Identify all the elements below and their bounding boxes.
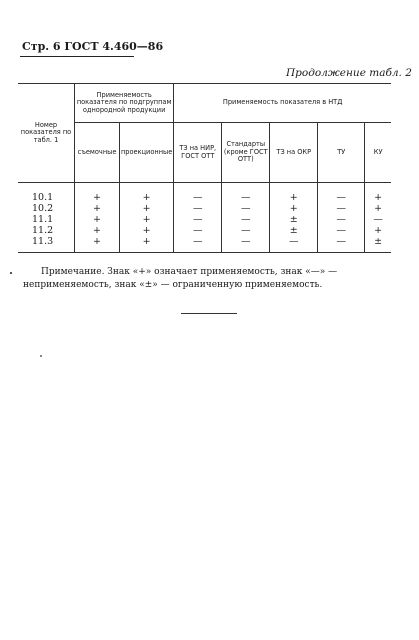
ku-column bbox=[365, 183, 391, 253]
col-removable-header: съемочные bbox=[75, 123, 120, 183]
cell-value: + bbox=[93, 203, 101, 214]
cell-value: — bbox=[193, 225, 203, 236]
row-number: 10.2 bbox=[32, 203, 54, 214]
cell-value: + bbox=[142, 192, 151, 203]
cell-value: + bbox=[374, 203, 383, 214]
page-header: Стр. 6 ГОСТ 4.460—86 bbox=[22, 40, 164, 53]
cell-value: + bbox=[93, 225, 101, 236]
cell-value: + bbox=[289, 203, 298, 214]
tz-okr-column bbox=[270, 183, 318, 253]
removable-column bbox=[75, 183, 120, 253]
ntd-applicability-header: Применяемость показателя в НТД bbox=[174, 84, 391, 123]
cell-value: + bbox=[142, 203, 151, 214]
tz-nir-column bbox=[174, 183, 222, 253]
cell-value: + bbox=[93, 192, 101, 203]
col-projection-header: проекционные bbox=[120, 123, 174, 183]
applicability-table bbox=[18, 83, 391, 253]
number-column bbox=[18, 183, 75, 253]
cell-value: + bbox=[93, 236, 101, 247]
col-tu-header: ТУ bbox=[318, 123, 365, 183]
row-number: 11.1 bbox=[32, 214, 54, 225]
section-separator bbox=[181, 313, 237, 314]
cell-value: + bbox=[93, 214, 101, 225]
cell-value: — bbox=[241, 192, 251, 203]
group-applicability-header: Применяемость показателя по подгруппам однородной продукции bbox=[75, 84, 174, 123]
cell-value: — bbox=[289, 236, 299, 247]
col-tz-nir-header: ТЗ на НИР, ГОСТ ОТТ bbox=[174, 123, 222, 183]
cell-value: — bbox=[336, 225, 347, 236]
scan-speck bbox=[10, 272, 12, 274]
cell-value: — bbox=[241, 225, 251, 236]
cell-value: — bbox=[336, 214, 347, 225]
cell-value: + bbox=[142, 214, 151, 225]
cell-value: + bbox=[374, 225, 383, 236]
cell-value: — bbox=[193, 203, 203, 214]
table-row bbox=[18, 183, 391, 253]
standards-column bbox=[222, 183, 270, 253]
cell-value: ± bbox=[289, 214, 298, 225]
cell-value: + bbox=[289, 192, 298, 203]
cell-value: — bbox=[336, 203, 347, 214]
cell-value: — bbox=[241, 236, 251, 247]
scan-speck bbox=[40, 355, 42, 357]
projection-column bbox=[120, 183, 174, 253]
cell-value: + bbox=[142, 225, 151, 236]
cell-value: — bbox=[373, 214, 383, 225]
cell-value: — bbox=[336, 192, 347, 203]
col-standards-header: Стандарты (кроме ГОСТ ОТТ) bbox=[222, 123, 270, 183]
cell-value: + bbox=[374, 192, 383, 203]
cell-value: — bbox=[193, 214, 203, 225]
cell-value: ± bbox=[289, 225, 298, 236]
row-number: 11.3 bbox=[32, 236, 54, 247]
cell-value: — bbox=[193, 192, 203, 203]
cell-value: — bbox=[241, 203, 251, 214]
cell-value: ± bbox=[374, 236, 383, 247]
cell-value: — bbox=[336, 236, 347, 247]
header-rule bbox=[20, 56, 134, 57]
col-ku-header: КУ bbox=[365, 123, 391, 183]
col-number-header: Номер показателя по табл. 1 bbox=[18, 84, 75, 183]
table-note: Примечание. Знак «+» означает применяемость, знак «—» — неприменяемость, знак «±» — ограниченную применяемость. bbox=[23, 267, 338, 290]
tu-column bbox=[318, 183, 365, 253]
cell-value: + bbox=[142, 236, 151, 247]
col-tz-okr-header: ТЗ на ОКР bbox=[270, 123, 318, 183]
cell-value: — bbox=[193, 236, 203, 247]
cell-value: — bbox=[241, 214, 251, 225]
row-number: 11.2 bbox=[32, 225, 54, 236]
table-continuation-label: Продолжение табл. 2 bbox=[286, 67, 412, 79]
row-number: 10.1 bbox=[32, 192, 54, 203]
